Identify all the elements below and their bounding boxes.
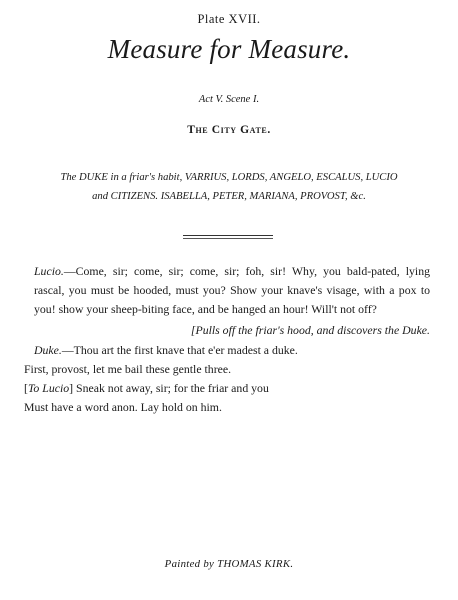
lucio-text-1: —Come, sir; come, sir; come, sir; foh, sir! Why, you bald-pated, lying	[63, 264, 430, 278]
personae-line-2: and CITIZENS. ISABELLA, PETER, MARIANA, PROVOST, &c.	[92, 191, 366, 202]
divider-rule-lower	[183, 238, 273, 239]
aside-direction: To Lucio	[27, 381, 70, 395]
duke-line-1	[34, 341, 298, 360]
divider-rule	[183, 235, 273, 236]
speaker-duke: Duke.	[34, 343, 62, 357]
dramatis-personae	[0, 168, 458, 206]
plate-number: Plate XVII.	[197, 12, 261, 26]
painter-credit: Painted by THOMAS KIRK.	[164, 558, 294, 570]
lucio-line-2: rascal, you must be hooded, must you? Show your knave's visage, with a pox to	[34, 283, 430, 297]
lucio-line-3: you! show your sheep-biting face, and be hanged an hour! Will't not off?	[34, 302, 377, 316]
stage-direction: [Pulls off the friar's hood, and discovers the Duke.	[190, 323, 430, 337]
duke-text-1: —Thou art the first knave that e'er madest a duke.	[61, 343, 298, 357]
duke-line-3	[24, 379, 269, 398]
duke-line-4: Must have a word anon. Lay hold on him.	[24, 400, 222, 414]
page-title: Measure for Measure.	[107, 34, 351, 64]
duke-text-3: ] Sneak not away, sir; for the friar and you	[69, 381, 269, 395]
speaker-lucio: Lucio.	[34, 264, 64, 278]
aside-open: [	[24, 381, 28, 395]
duke-line-2: First, provost, let me bail these gentle three.	[24, 362, 232, 376]
act-scene: Act V. Scene I.	[198, 94, 260, 105]
scene-heading: The City Gate.	[187, 124, 271, 136]
lucio-line-1	[34, 262, 430, 281]
personae-line-1: The DUKE in a friar's habit, VARRIUS, LORDS, ANGELO, ESCALUS, LUCIO	[60, 172, 398, 183]
dialogue-block	[24, 262, 430, 414]
